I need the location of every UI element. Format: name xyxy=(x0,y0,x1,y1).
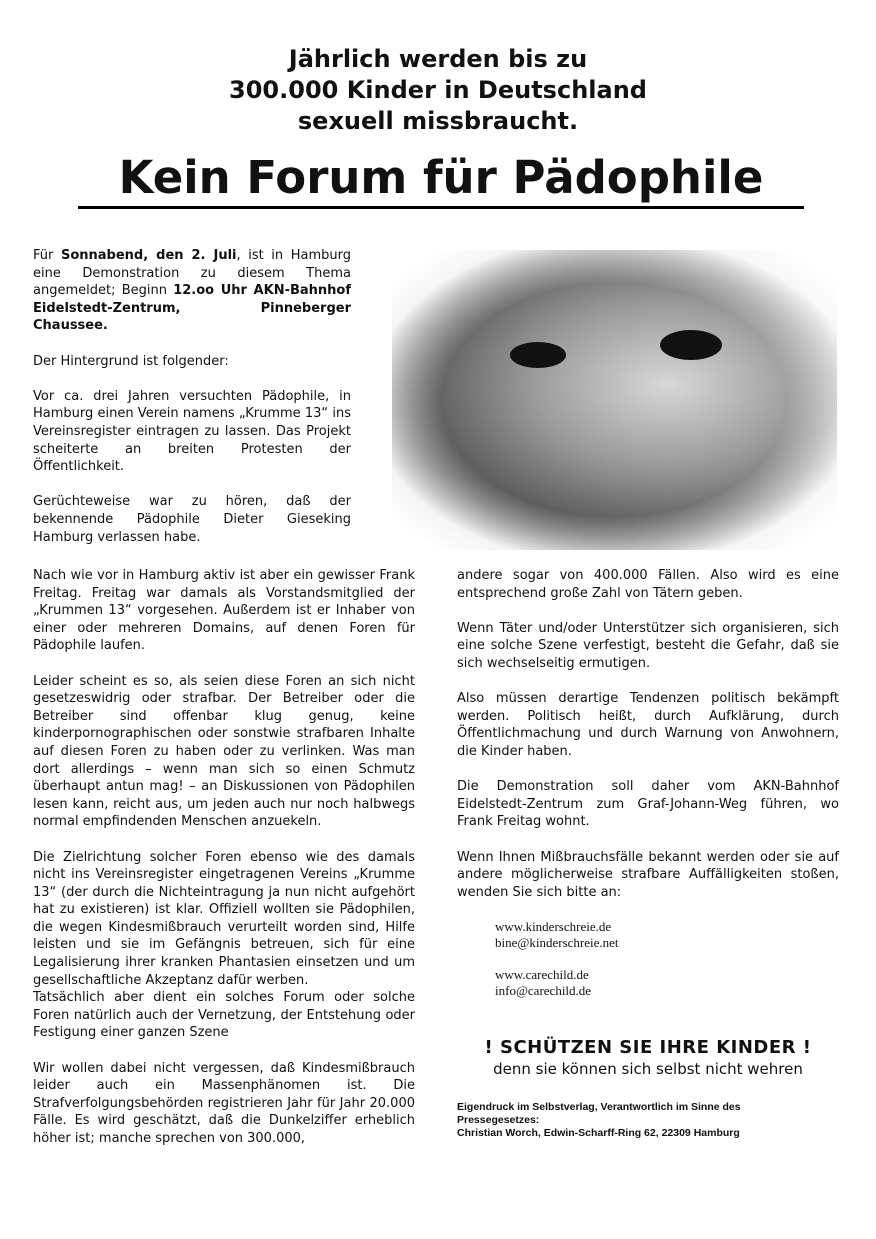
page-title: Kein Forum für Pädophile xyxy=(78,150,804,209)
imprint xyxy=(457,1101,839,1140)
right-eye-shape xyxy=(660,330,722,360)
right-paragraph-3: Also müssen derartige Tendenzen politisch bekämpft werden. Politisch heißt, durch Aufklärung, durch Öffentlichmachung und durch Warnung von Anwohnern, die Kinder haben. xyxy=(457,691,839,759)
intro-paragraph-1 xyxy=(33,247,351,335)
headline-line-2: 300.000 Kinder in Deutschland xyxy=(229,76,647,104)
right-paragraph-2: Wenn Täter und/oder Unterstützer sich organisieren, sich eine solche Szene verfestigt, besteht die Gefahr, daß sie sich wechselseitig ermutigen. xyxy=(457,620,839,671)
contact-website-2: www.carechild.de xyxy=(495,967,589,983)
intro-date: Sonnabend, den 2. Juli xyxy=(60,248,237,263)
contact-list xyxy=(495,919,839,999)
right-paragraph-5: Wenn Ihnen Mißbrauchsfälle bekannt werden oder sie auf andere möglicherweise strafbare Auffälligkeiten stoßen, wenden Sie sich bitte an: xyxy=(457,849,839,900)
right-paragraph-1: andere sogar von 400.000 Fällen. Also wird es eine entsprechend große Zahl von Tätern geben. xyxy=(457,568,839,601)
contact-email-1: bine@kinderschreie.net xyxy=(495,935,619,951)
intro-paragraph-2: Der Hintergrund ist folgender: xyxy=(33,353,229,369)
intro-paragraph-4: Gerüchteweise war zu hören, daß der bekennende Pädophile Dieter Gieseking Hamburg verlassen habe. xyxy=(33,494,351,545)
intro-location: 12.oo Uhr AKN-Bahnhof Eidelstedt-Zentrum, Pinneberger Chaussee. xyxy=(33,283,351,334)
headline-line-1: Jährlich werden bis zu xyxy=(288,45,588,73)
headline xyxy=(0,44,876,137)
imprint-line-2: Pressegesetzes: xyxy=(457,1114,540,1127)
imprint-line-3: Christian Worch, Edwin-Scharff-Ring 62, 22309 Hamburg xyxy=(457,1127,740,1140)
left-column xyxy=(33,567,415,1165)
intro-text-1: Für xyxy=(33,248,61,263)
intro-paragraph-3: Vor ca. drei Jahren versuchten Pädophile, in Hamburg einen Verein namens „Krumme 13“ ins Vereinsregister eintragen zu lassen. Das Projekt scheiterte an breiten Protesten der Öffentlichkeit. xyxy=(33,388,351,475)
slogan-sub: denn sie können sich selbst nicht wehren xyxy=(493,1060,803,1079)
child-photo xyxy=(392,250,837,550)
left-paragraph-4: Wir wollen dabei nicht vergessen, daß Kindesmißbrauch leider auch ein Massenphänomen ist. Die Strafverfolgungsbehörden registrieren Jahr für Jahr 20.000 Fälle. Es wird geschätzt, daß die Dunkelziffer erheblich höher ist; manche sprechen von 300.000, xyxy=(33,1060,415,1146)
left-paragraph-1: Nach wie vor in Hamburg aktiv ist aber ein gewisser Frank Freitag. Freitag war damals als Vorstandsmitglied der „Krummen 13“ vorgesehen. Außerdem ist er Inhaber von einer oder mehreren Domains, auf denen Foren für Pädophile laufen. xyxy=(33,568,415,654)
slogan-main: ! SCHÜTZEN SIE IHRE KINDER ! xyxy=(484,1037,812,1059)
left-paragraph-2: Leider scheint es so, als seien diese Foren an sich nicht gesetzeswidrig oder strafbar. Der Betreiber oder die Betreiber sind offenbar klug genug, keine kinderpornographischen oder sonstwie strafbaren Inhalte auf diesen Foren zu haben oder zu verlinken. Was man dort allerdings – wenn man sich so einen Schmutz überhaupt antun mag! – an Diskussionen von Pädophilen lesen kann, reicht aus, um jeden auch nur noch halbwegs normal empfindenden Menschen anzuekeln. xyxy=(33,673,415,830)
headline-line-3: sexuell missbraucht. xyxy=(297,107,579,135)
left-paragraph-3a: Die Zielrichtung solcher Foren ebenso wie des damals nicht ins Vereinsregister eingetragenen Vereins „Krumme 13“ (der durch die Nichteintragung ja nun nicht aufgehört hat zu existieren) ist klar. Offiziell wollten sie Pädophilen, die wegen Kindesmißbrauch verurteilt worden sind, Hilfe leisten und sie im Gefängnis betreuen, sich für eine Legalisierung ihrer kranken Phantasien einsetzen und um gesellschaftliche Akzeptanz dafür werben. xyxy=(33,849,415,988)
right-paragraph-4: Die Demonstration soll daher vom AKN-Bahnhof Eidelstedt-Zentrum zum Graf-Johann-Weg führen, wo Frank Freitag wohnt. xyxy=(457,779,839,830)
left-eye-shape xyxy=(510,342,566,368)
right-column xyxy=(457,567,839,1140)
intro-section xyxy=(33,247,351,564)
intro-text-2: , ist in Hamburg eine Demonstration zu diesem Thema angemeldet; Beginn xyxy=(33,248,351,299)
contact-website-1: www.kinderschreie.de xyxy=(495,919,612,935)
contact-email-2: info@carechild.de xyxy=(495,983,592,999)
left-paragraph-3b: Tatsächlich aber dient ein solches Forum oder solche Foren natürlich auch der Vernetzung, der Entstehung oder Festigung einer ganzen Szene xyxy=(33,990,415,1041)
imprint-line-1: Eigendruck im Selbstverlag, Verantwortlich im Sinne des xyxy=(457,1101,741,1114)
